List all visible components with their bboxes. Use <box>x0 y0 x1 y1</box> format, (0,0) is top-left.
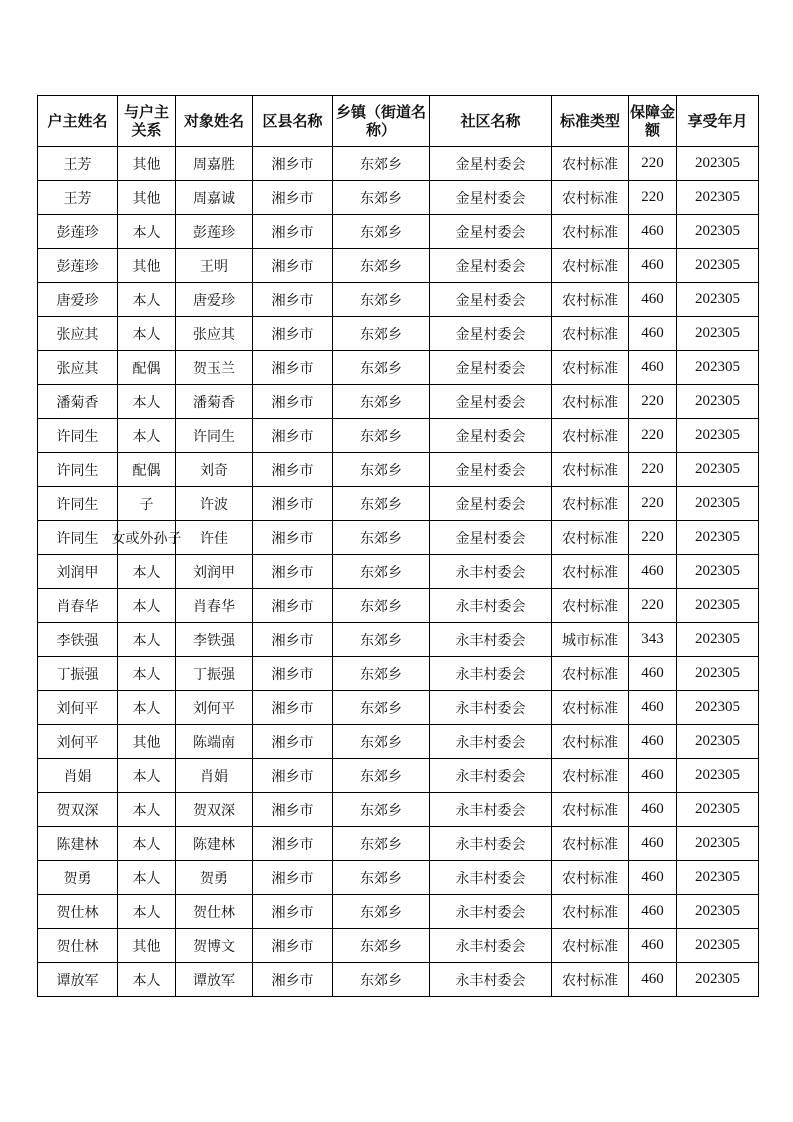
cell-county: 湘乡市 <box>253 827 333 861</box>
cell-standard-type: 农村标准 <box>552 453 629 487</box>
cell-household-head: 许同生 <box>38 453 118 487</box>
cell-township: 东郊乡 <box>333 147 430 181</box>
cell-household-head: 肖春华 <box>38 589 118 623</box>
cell-county: 湘乡市 <box>253 725 333 759</box>
cell-relation: 其他 <box>118 249 176 283</box>
cell-period: 202305 <box>677 861 759 895</box>
cell-relation: 本人 <box>118 861 176 895</box>
cell-relation: 本人 <box>118 317 176 351</box>
cell-county: 湘乡市 <box>253 555 333 589</box>
cell-community: 金星村委会 <box>430 215 552 249</box>
table-row <box>38 487 759 521</box>
cell-township: 东郊乡 <box>333 929 430 963</box>
cell-township: 东郊乡 <box>333 317 430 351</box>
cell-period: 202305 <box>677 317 759 351</box>
cell-county: 湘乡市 <box>253 861 333 895</box>
cell-period: 202305 <box>677 419 759 453</box>
cell-relation: 配偶 <box>118 453 176 487</box>
cell-county: 湘乡市 <box>253 691 333 725</box>
cell-recipient-name: 贺勇 <box>176 861 253 895</box>
cell-standard-type: 农村标准 <box>552 181 629 215</box>
cell-relation: 配偶 <box>118 351 176 385</box>
cell-relation: 其他 <box>118 725 176 759</box>
cell-standard-type: 农村标准 <box>552 215 629 249</box>
cell-standard-type: 农村标准 <box>552 895 629 929</box>
cell-amount: 460 <box>629 895 677 929</box>
cell-recipient-name: 刘何平 <box>176 691 253 725</box>
cell-county: 湘乡市 <box>253 521 333 555</box>
header-cell-household-head: 户主姓名 <box>38 96 118 147</box>
cell-recipient-name: 许波 <box>176 487 253 521</box>
cell-township: 东郊乡 <box>333 861 430 895</box>
cell-township: 东郊乡 <box>333 691 430 725</box>
cell-period: 202305 <box>677 385 759 419</box>
cell-township: 东郊乡 <box>333 793 430 827</box>
cell-relation: 本人 <box>118 283 176 317</box>
cell-relation: 其他 <box>118 181 176 215</box>
cell-amount: 220 <box>629 589 677 623</box>
cell-community: 金星村委会 <box>430 521 552 555</box>
cell-standard-type: 农村标准 <box>552 555 629 589</box>
cell-relation: 本人 <box>118 589 176 623</box>
cell-standard-type: 农村标准 <box>552 283 629 317</box>
cell-period: 202305 <box>677 215 759 249</box>
cell-period: 202305 <box>677 623 759 657</box>
cell-household-head: 丁振强 <box>38 657 118 691</box>
table-row <box>38 317 759 351</box>
cell-community: 永丰村委会 <box>430 589 552 623</box>
cell-standard-type: 农村标准 <box>552 657 629 691</box>
table-row <box>38 555 759 589</box>
cell-community: 金星村委会 <box>430 487 552 521</box>
cell-relation: 本人 <box>118 827 176 861</box>
table-row <box>38 589 759 623</box>
cell-recipient-name: 谭放军 <box>176 963 253 997</box>
assistance-roster-table <box>37 95 759 997</box>
cell-period: 202305 <box>677 963 759 997</box>
cell-community: 永丰村委会 <box>430 623 552 657</box>
cell-township: 东郊乡 <box>333 487 430 521</box>
cell-relation: 本人 <box>118 385 176 419</box>
cell-standard-type: 农村标准 <box>552 589 629 623</box>
cell-relation: 其他 <box>118 929 176 963</box>
table-row <box>38 181 759 215</box>
cell-standard-type: 农村标准 <box>552 351 629 385</box>
cell-recipient-name: 贺仕林 <box>176 895 253 929</box>
cell-standard-type: 农村标准 <box>552 147 629 181</box>
cell-recipient-name: 贺博文 <box>176 929 253 963</box>
cell-recipient-name: 丁振强 <box>176 657 253 691</box>
cell-township: 东郊乡 <box>333 725 430 759</box>
cell-period: 202305 <box>677 929 759 963</box>
cell-county: 湘乡市 <box>253 589 333 623</box>
cell-amount: 220 <box>629 453 677 487</box>
cell-township: 东郊乡 <box>333 283 430 317</box>
cell-household-head: 潘菊香 <box>38 385 118 419</box>
cell-amount: 460 <box>629 555 677 589</box>
header-cell-township: 乡镇（街道名称） <box>333 96 430 147</box>
cell-amount: 220 <box>629 385 677 419</box>
cell-household-head: 王芳 <box>38 181 118 215</box>
cell-recipient-name: 周嘉胜 <box>176 147 253 181</box>
table-row <box>38 657 759 691</box>
cell-amount: 460 <box>629 283 677 317</box>
cell-household-head: 张应其 <box>38 351 118 385</box>
cell-period: 202305 <box>677 181 759 215</box>
cell-household-head: 许同生 <box>38 419 118 453</box>
cell-township: 东郊乡 <box>333 963 430 997</box>
cell-household-head: 贺勇 <box>38 861 118 895</box>
cell-standard-type: 农村标准 <box>552 419 629 453</box>
cell-relation: 本人 <box>118 793 176 827</box>
table-row <box>38 249 759 283</box>
cell-period: 202305 <box>677 691 759 725</box>
cell-recipient-name: 潘菊香 <box>176 385 253 419</box>
table-row <box>38 521 759 555</box>
table-row <box>38 385 759 419</box>
cell-household-head: 刘何平 <box>38 725 118 759</box>
table-row <box>38 691 759 725</box>
cell-standard-type: 农村标准 <box>552 929 629 963</box>
cell-period: 202305 <box>677 521 759 555</box>
cell-county: 湘乡市 <box>253 283 333 317</box>
cell-relation: 本人 <box>118 623 176 657</box>
cell-period: 202305 <box>677 589 759 623</box>
cell-township: 东郊乡 <box>333 555 430 589</box>
cell-amount: 460 <box>629 249 677 283</box>
cell-county: 湘乡市 <box>253 453 333 487</box>
cell-community: 金星村委会 <box>430 283 552 317</box>
cell-community: 永丰村委会 <box>430 555 552 589</box>
cell-household-head: 许同生 <box>38 487 118 521</box>
cell-recipient-name: 王明 <box>176 249 253 283</box>
cell-recipient-name: 许同生 <box>176 419 253 453</box>
table-row <box>38 759 759 793</box>
cell-community: 金星村委会 <box>430 317 552 351</box>
cell-county: 湘乡市 <box>253 181 333 215</box>
cell-community: 永丰村委会 <box>430 929 552 963</box>
cell-county: 湘乡市 <box>253 657 333 691</box>
cell-amount: 220 <box>629 181 677 215</box>
cell-amount: 460 <box>629 317 677 351</box>
cell-county: 湘乡市 <box>253 215 333 249</box>
cell-household-head: 李铁强 <box>38 623 118 657</box>
cell-relation: 本人 <box>118 759 176 793</box>
cell-relation: 其他 <box>118 147 176 181</box>
cell-amount: 460 <box>629 657 677 691</box>
cell-household-head: 贺仕林 <box>38 929 118 963</box>
cell-community: 永丰村委会 <box>430 861 552 895</box>
cell-household-head: 张应其 <box>38 317 118 351</box>
cell-community: 金星村委会 <box>430 419 552 453</box>
cell-recipient-name: 许佳 <box>176 521 253 555</box>
cell-county: 湘乡市 <box>253 929 333 963</box>
cell-township: 东郊乡 <box>333 759 430 793</box>
cell-township: 东郊乡 <box>333 351 430 385</box>
cell-standard-type: 农村标准 <box>552 385 629 419</box>
cell-county: 湘乡市 <box>253 895 333 929</box>
cell-recipient-name: 肖娟 <box>176 759 253 793</box>
cell-standard-type: 农村标准 <box>552 793 629 827</box>
cell-community: 金星村委会 <box>430 249 552 283</box>
cell-community: 金星村委会 <box>430 351 552 385</box>
cell-county: 湘乡市 <box>253 317 333 351</box>
cell-township: 东郊乡 <box>333 623 430 657</box>
cell-household-head: 刘润甲 <box>38 555 118 589</box>
cell-township: 东郊乡 <box>333 827 430 861</box>
cell-township: 东郊乡 <box>333 419 430 453</box>
cell-household-head: 贺仕林 <box>38 895 118 929</box>
cell-county: 湘乡市 <box>253 351 333 385</box>
table-row <box>38 419 759 453</box>
table-row <box>38 861 759 895</box>
cell-period: 202305 <box>677 147 759 181</box>
cell-recipient-name: 刘奇 <box>176 453 253 487</box>
header-cell-community: 社区名称 <box>430 96 552 147</box>
table-row <box>38 793 759 827</box>
cell-period: 202305 <box>677 827 759 861</box>
header-row <box>38 96 759 147</box>
cell-amount: 460 <box>629 351 677 385</box>
cell-county: 湘乡市 <box>253 385 333 419</box>
cell-recipient-name: 彭莲珍 <box>176 215 253 249</box>
cell-amount: 460 <box>629 793 677 827</box>
cell-county: 湘乡市 <box>253 487 333 521</box>
cell-relation: 本人 <box>118 555 176 589</box>
cell-relation: 本人 <box>118 691 176 725</box>
cell-period: 202305 <box>677 249 759 283</box>
cell-recipient-name: 唐爱珍 <box>176 283 253 317</box>
cell-recipient-name: 张应其 <box>176 317 253 351</box>
header-cell-amount: 保障金额 <box>629 96 677 147</box>
cell-township: 东郊乡 <box>333 589 430 623</box>
cell-household-head: 唐爱珍 <box>38 283 118 317</box>
cell-relation: 本人 <box>118 215 176 249</box>
table-row <box>38 453 759 487</box>
cell-period: 202305 <box>677 555 759 589</box>
cell-amount: 220 <box>629 521 677 555</box>
cell-period: 202305 <box>677 759 759 793</box>
cell-household-head: 彭莲珍 <box>38 249 118 283</box>
cell-community: 永丰村委会 <box>430 725 552 759</box>
cell-township: 东郊乡 <box>333 249 430 283</box>
cell-recipient-name: 陈建林 <box>176 827 253 861</box>
cell-county: 湘乡市 <box>253 623 333 657</box>
cell-community: 永丰村委会 <box>430 963 552 997</box>
cell-standard-type: 农村标准 <box>552 725 629 759</box>
cell-community: 永丰村委会 <box>430 759 552 793</box>
cell-period: 202305 <box>677 895 759 929</box>
table-row <box>38 215 759 249</box>
table-row <box>38 963 759 997</box>
cell-community: 永丰村委会 <box>430 793 552 827</box>
cell-amount: 220 <box>629 487 677 521</box>
cell-relation: 子 <box>118 487 176 521</box>
cell-relation: 本人 <box>118 895 176 929</box>
cell-recipient-name: 周嘉诚 <box>176 181 253 215</box>
cell-community: 金星村委会 <box>430 453 552 487</box>
cell-community: 永丰村委会 <box>430 657 552 691</box>
table-row <box>38 895 759 929</box>
cell-community: 金星村委会 <box>430 385 552 419</box>
cell-amount: 343 <box>629 623 677 657</box>
cell-standard-type: 农村标准 <box>552 691 629 725</box>
table-row <box>38 147 759 181</box>
cell-relation: 本人 <box>118 963 176 997</box>
cell-township: 东郊乡 <box>333 657 430 691</box>
cell-amount: 460 <box>629 963 677 997</box>
cell-township: 东郊乡 <box>333 453 430 487</box>
cell-amount: 460 <box>629 691 677 725</box>
header-cell-standard-type: 标准类型 <box>552 96 629 147</box>
cell-period: 202305 <box>677 487 759 521</box>
cell-amount: 220 <box>629 419 677 453</box>
header-cell-recipient-name: 对象姓名 <box>176 96 253 147</box>
cell-county: 湘乡市 <box>253 793 333 827</box>
cell-standard-type: 农村标准 <box>552 521 629 555</box>
table-row <box>38 827 759 861</box>
table-row <box>38 929 759 963</box>
cell-amount: 460 <box>629 215 677 249</box>
header-cell-period: 享受年月 <box>677 96 759 147</box>
cell-amount: 220 <box>629 147 677 181</box>
cell-relation: 女或外孙子 <box>118 521 176 555</box>
cell-township: 东郊乡 <box>333 215 430 249</box>
cell-standard-type: 农村标准 <box>552 861 629 895</box>
cell-community: 永丰村委会 <box>430 691 552 725</box>
cell-county: 湘乡市 <box>253 963 333 997</box>
cell-standard-type: 农村标准 <box>552 827 629 861</box>
cell-period: 202305 <box>677 283 759 317</box>
cell-community: 永丰村委会 <box>430 827 552 861</box>
cell-standard-type: 农村标准 <box>552 963 629 997</box>
cell-county: 湘乡市 <box>253 147 333 181</box>
cell-period: 202305 <box>677 793 759 827</box>
cell-township: 东郊乡 <box>333 521 430 555</box>
header-cell-relation: 与户主关系 <box>118 96 176 147</box>
cell-community: 金星村委会 <box>430 181 552 215</box>
cell-standard-type: 农村标准 <box>552 249 629 283</box>
header-cell-county: 区县名称 <box>253 96 333 147</box>
cell-relation: 本人 <box>118 657 176 691</box>
cell-township: 东郊乡 <box>333 385 430 419</box>
cell-amount: 460 <box>629 827 677 861</box>
cell-community: 永丰村委会 <box>430 895 552 929</box>
cell-county: 湘乡市 <box>253 419 333 453</box>
table-row <box>38 283 759 317</box>
cell-household-head: 陈建林 <box>38 827 118 861</box>
cell-amount: 460 <box>629 929 677 963</box>
cell-household-head: 王芳 <box>38 147 118 181</box>
cell-household-head: 刘何平 <box>38 691 118 725</box>
cell-standard-type: 农村标准 <box>552 317 629 351</box>
cell-household-head: 彭莲珍 <box>38 215 118 249</box>
cell-township: 东郊乡 <box>333 181 430 215</box>
cell-standard-type: 农村标准 <box>552 759 629 793</box>
cell-recipient-name: 刘润甲 <box>176 555 253 589</box>
cell-household-head: 许同生 <box>38 521 118 555</box>
cell-period: 202305 <box>677 351 759 385</box>
cell-amount: 460 <box>629 861 677 895</box>
table-row <box>38 351 759 385</box>
cell-county: 湘乡市 <box>253 759 333 793</box>
cell-household-head: 肖娟 <box>38 759 118 793</box>
cell-period: 202305 <box>677 657 759 691</box>
cell-amount: 460 <box>629 759 677 793</box>
cell-recipient-name: 陈端南 <box>176 725 253 759</box>
cell-period: 202305 <box>677 453 759 487</box>
cell-period: 202305 <box>677 725 759 759</box>
table-row <box>38 623 759 657</box>
table-row <box>38 725 759 759</box>
cell-household-head: 贺双深 <box>38 793 118 827</box>
cell-community: 金星村委会 <box>430 147 552 181</box>
cell-county: 湘乡市 <box>253 249 333 283</box>
cell-amount: 460 <box>629 725 677 759</box>
cell-standard-type: 农村标准 <box>552 487 629 521</box>
cell-township: 东郊乡 <box>333 895 430 929</box>
cell-recipient-name: 肖春华 <box>176 589 253 623</box>
cell-recipient-name: 李铁强 <box>176 623 253 657</box>
cell-relation: 本人 <box>118 419 176 453</box>
cell-recipient-name: 贺双深 <box>176 793 253 827</box>
cell-standard-type: 城市标准 <box>552 623 629 657</box>
roster-body <box>38 147 759 997</box>
cell-recipient-name: 贺玉兰 <box>176 351 253 385</box>
roster-sheet <box>37 95 758 997</box>
cell-household-head: 谭放军 <box>38 963 118 997</box>
